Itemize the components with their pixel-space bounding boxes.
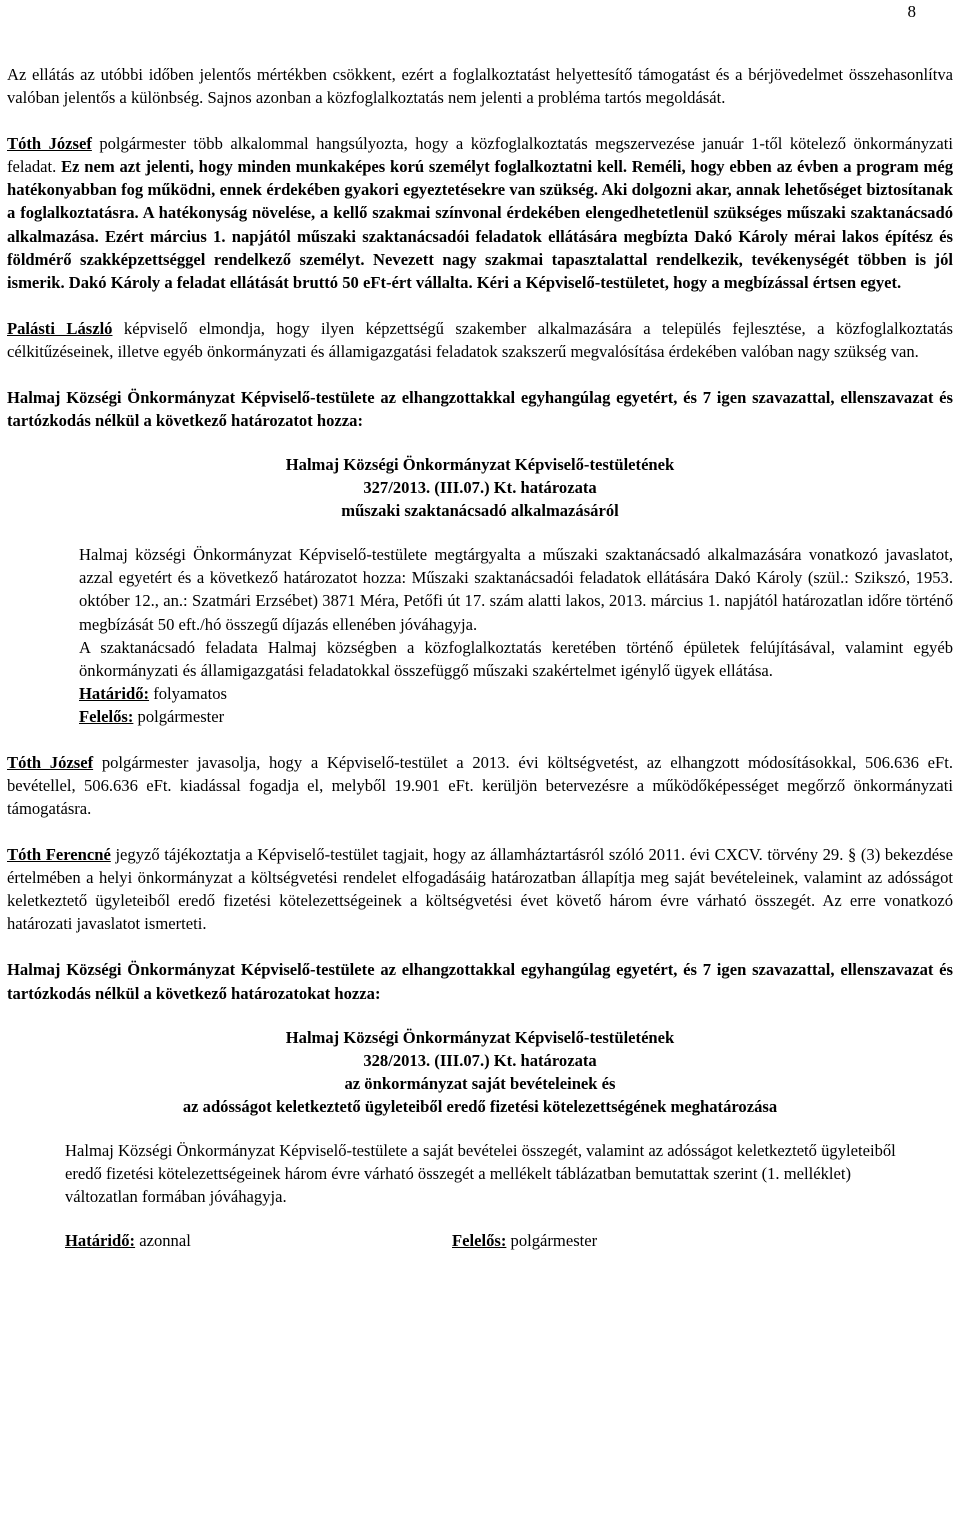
resolution-body (7, 543, 953, 728)
statement-text: polgármester javasolja, hogy a Képviselő-testület a 2013. évi költségvetést, az elhangzott módosításokkal, 506.636 eFt. bevétellel, 506.636 eFt. kiadással fogadja el, melyből 19.901 eFt. kerüljön betervezésre a működőképességet megőrző önkormányzati támogatásra. (7, 752, 953, 818)
statement-text: polgármester több alkalommal hangsúlyozta, hogy a közfoglalkoztatás megszervezése január 1-től kötelező önkormányzati feladat. (7, 134, 953, 177)
resolution-number: 327/2013. (III.07.) Kt. határozata (363, 478, 597, 498)
paragraph-representative-statement (7, 317, 953, 363)
resolution-heading (7, 1026, 953, 1118)
resolution-text: Halmaj Községi Önkormányzat Képviselő-testülete a saját bevételei összegét, valamint az adósságot keletkeztető ügyleteiből eredő fizetési kötelezettségeinek három évre várható összegét a mellékelt táblázatban bemutattak szerint (1. melléklet) változatlan formában jóváhagyja. (65, 1140, 896, 1206)
resolution-heading (7, 453, 953, 522)
responsible-value: polgármester (133, 706, 225, 726)
deadline-label: Határidő: (79, 683, 150, 703)
speaker-name: Tóth József (7, 134, 92, 154)
resolution-fields (7, 1229, 953, 1252)
speaker-name: Tóth József (7, 752, 94, 772)
vote-statement: Halmaj Községi Önkormányzat Képviselő-testülete az elhangzottakkal egyhangúlag egyetért, és 7 igen szavazattal, ellenszavazat és tartózkodás nélkül a következő határozatot hozza: (7, 388, 953, 431)
paragraph-budget-proposal (7, 751, 953, 820)
resolution-subject: az adósságot keletkeztető ügyleteiből eredő fizetési kötelezettségének meghatározása (182, 1096, 778, 1116)
speaker-name: Tóth Ferencné (7, 845, 111, 865)
responsible-value: polgármester (506, 1230, 598, 1250)
statement-text: jegyző tájékoztatja a Képviselő-testület tagjait, hogy az államháztartásról szóló 2011. évi CXCV. törvény 29. § (3) bekezdése értelmében a helyi önkormányzat a költségvetési rendelet elfogadásáig határozatban állapítja meg saját bevételeinek, valamint az adósságot keletkeztető ügyleteiből eredő fizetési kötelezettségeinek a költségvetési évet követő három évre várható összegét. Az erre vonatkozó határozati javaslatot ismerteti. (7, 845, 953, 934)
responsible-label: Felelős: (452, 1230, 507, 1250)
deadline-field (7, 1229, 452, 1252)
deadline-label: Határidő: (65, 1230, 136, 1250)
resolution-issuer: Halmaj Községi Önkormányzat Képviselő-testületének (285, 455, 675, 475)
resolution-subject: az önkormányzat saját bevételeinek és (344, 1073, 616, 1093)
deadline-value: azonnal (135, 1230, 191, 1250)
resolution-text: A szaktanácsadó feladata Halmaj községben a közfoglalkoztatás keretében történő épületek felújításával, valamint egyéb önkormányzati és államigazgatási feladatokkal összefüggő műszaki szakértelmet igénylő ügyek ellátása. (79, 637, 953, 680)
responsible-label: Felelős: (79, 706, 134, 726)
paragraph-mayor-statement (7, 132, 953, 294)
statement-text: képviselő elmondja, hogy ilyen képzettségű szakember alkalmazására a település fejlesztése, a közfoglalkoztatás célkitűzéseinek, illetve egyéb önkormányzati és államigazgatási feladatok szakszerű megvalósítása érdekében valóban nagy szükség van. (7, 318, 953, 361)
responsible-field (79, 705, 953, 728)
document-body (7, 63, 953, 1252)
statement-text-bold: Ez nem azt jelenti, hogy minden munkaképes korú személyt foglalkoztatni kell. Reméli, hogy ebben az évben a program még hatékonyabban fog működni, ennek érdekében gyakori egyeztetésekre van szükség. Aki dolgozni akar, annak lehetőséget biztosítanak a foglalkoztatásra. A hatékonyság növelése, a kellő szakmai színvonal érdekében elengedhetetlenül szükséges műszaki szaktanácsadó alkalmazása. Ezért március 1. napjától műszaki szaktanácsadói feladatok ellátására megbízta Dakó Károly mérai lakos építész és földmérő szakképzettséggel rendelkező személyt. Nevezett nagy szakmai tapasztalattal rendelkezik, tevékenységét többen is jól ismerik. Dakó Károly a feladat ellátását bruttó 50 eFt-ért vállalta. Kéri a Képviselő-testületet, hogy a megbízással értsen egyet. (7, 157, 953, 292)
resolution-number: 328/2013. (III.07.) Kt. határozata (363, 1050, 597, 1070)
responsible-field (452, 1229, 597, 1252)
deadline-field (79, 682, 953, 705)
deadline-value: folyamatos (149, 683, 227, 703)
speaker-name: Palásti László (7, 318, 113, 338)
resolution-text: Halmaj községi Önkormányzat Képviselő-testülete megtárgyalta a műszaki szaktanácsadó alkalmazására vonatkozó javaslatot, azzal egyetért és a következő határozatot hozza: Műszaki szaktanácsadói feladatok ellátására Dakó Károly (szül.: Szikszó, 1953. október 12., an.: Szatmári Erzsébet) 3871 Méra, Petőfi út 17. szám alatti lakos, 2013. március 1. napjától határozatlan időre történő megbízását 50 eft./hó összegű díjazás ellenében jóváhagyja. (79, 545, 953, 634)
resolution-issuer: Halmaj Községi Önkormányzat Képviselő-testületének (285, 1027, 675, 1047)
resolution-subject: műszaki szaktanácsadó alkalmazásáról (341, 501, 619, 521)
paragraph-notary-statement (7, 843, 953, 935)
vote-statement: Halmaj Községi Önkormányzat Képviselő-testülete az elhangzottakkal egyhangúlag egyetért, és 7 igen szavazattal, ellenszavazat és tartózkodás nélkül a következő határozatokat hozza: (7, 960, 953, 1003)
page-number: 8 (907, 2, 916, 21)
resolution-body (7, 1139, 953, 1208)
paragraph-benefits: Az ellátás az utóbbi időben jelentős mértékben csökkent, ezért a foglalkoztatást helyettesítő támogatást és a bérjövedelmet összehasonlítva valóban jelentős a különbség. Sajnos azonban a közfoglalkoztatás nem jelenti a probléma tartós megoldását. (7, 65, 953, 108)
